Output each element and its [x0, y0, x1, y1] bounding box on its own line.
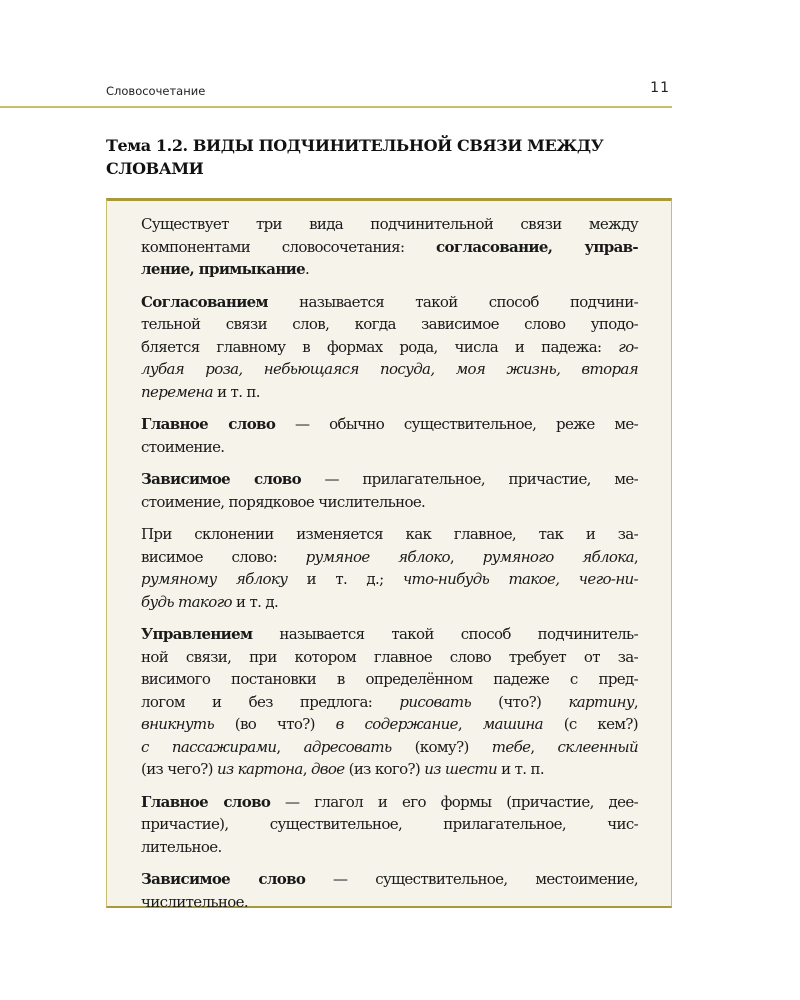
- text-run: и т. д.;: [287, 570, 403, 588]
- text-run: лительное.: [141, 837, 222, 856]
- example-text: румяного яблока: [482, 547, 634, 566]
- text-run: (из чего?): [141, 760, 217, 778]
- text-line: [141, 791, 638, 814]
- text-run: ,: [633, 692, 638, 711]
- bold-term: Зависимое слово: [141, 470, 301, 488]
- text-run: и т. д.: [231, 592, 279, 611]
- text-run: ,: [530, 737, 558, 756]
- example-text: из картона: [217, 760, 303, 778]
- text-line: [141, 336, 638, 359]
- text-line: [141, 213, 638, 236]
- example-text: лубая роза, небьющаяся посуда, моя жизнь, вторая: [141, 360, 638, 378]
- text-run: — глагол и его формы (причастие, дее-: [270, 792, 638, 811]
- text-line: [141, 623, 638, 646]
- example-text: с пассажирами: [141, 737, 277, 756]
- topic-title-line-1: Тема 1.2. ВИДЫ ПОДЧИНИТЕЛЬНОЙ СВЯЗИ МЕЖДУ: [106, 136, 604, 155]
- text-line: [141, 736, 638, 759]
- text-run: числительное.: [141, 892, 248, 911]
- text-line: [141, 313, 638, 336]
- rule-paragraph: [141, 523, 638, 613]
- example-text: вникнуть: [141, 715, 215, 733]
- text-run: стоимение.: [141, 437, 225, 456]
- text-run: (с кем?): [542, 715, 638, 733]
- text-run: ,: [276, 737, 304, 756]
- text-run: — прилагательное, причастие, ме-: [300, 470, 638, 488]
- example-text: машина: [482, 715, 543, 733]
- text-line: [141, 291, 638, 314]
- example-text: тебе: [491, 737, 531, 756]
- text-line: [141, 491, 638, 514]
- text-run: ,: [302, 760, 311, 778]
- text-line: [141, 646, 638, 669]
- text-run: ,: [457, 715, 483, 733]
- text-line: [141, 258, 638, 281]
- text-run: висимого постановки в определённом падеже с пред-: [141, 670, 638, 688]
- rule-paragraph: [141, 868, 638, 913]
- page-number: 11: [650, 80, 670, 96]
- rule-paragraph: [141, 623, 638, 781]
- text-line: [141, 691, 638, 714]
- example-text: адресовать: [303, 737, 392, 756]
- bold-term: Зависимое слово: [141, 870, 306, 888]
- topic-title-line-2: СЛОВАМИ: [106, 159, 204, 178]
- running-title: Словосочетание: [106, 84, 206, 98]
- text-run: (из кого?): [344, 760, 425, 778]
- rule-paragraph: [141, 413, 638, 458]
- text-line: [141, 436, 638, 459]
- text-run: логом и без предлога:: [141, 692, 400, 711]
- text-run: (что?): [470, 692, 569, 711]
- example-text: румяное яблоко: [305, 547, 450, 566]
- text-line: [141, 668, 638, 691]
- text-run: компонентами словосочетания:: [141, 237, 437, 256]
- text-line: [141, 758, 638, 781]
- bold-term: согласование, управ-: [436, 237, 639, 256]
- rule-box: [106, 198, 672, 911]
- text-run: .: [305, 260, 310, 278]
- example-text: румяному яблоку: [141, 570, 288, 588]
- text-run: ,: [449, 547, 483, 566]
- bold-term: Согласованием: [141, 292, 268, 311]
- text-line: [141, 381, 638, 404]
- bold-term: Управлением: [141, 625, 253, 643]
- text-run: ной связи, при котором главное слово требует от за-: [141, 647, 638, 666]
- text-line: [141, 413, 638, 436]
- running-header: [106, 80, 672, 102]
- rule-paragraph: [141, 791, 638, 859]
- text-run: называется такой способ подчини-: [267, 292, 638, 311]
- text-line: [141, 236, 638, 259]
- example-text: двое: [310, 760, 345, 778]
- text-line: [141, 358, 638, 381]
- text-run: (кому?): [391, 737, 492, 756]
- example-text: рисовать: [399, 692, 471, 711]
- text-line: [141, 713, 638, 736]
- text-line: [141, 836, 638, 859]
- text-run: — существительное, местоимение,: [305, 870, 638, 888]
- rule-paragraph: [141, 291, 638, 404]
- text-run: причастие), существительное, прилагательное, чис-: [141, 815, 638, 833]
- example-text: картину: [568, 692, 634, 711]
- text-run: и т. п.: [212, 382, 260, 401]
- bold-term: Главное слово: [141, 792, 271, 811]
- rule-paragraph: [141, 213, 638, 281]
- text-run: бляется главному в формах рода, числа и падежа:: [141, 337, 619, 356]
- text-run: При склонении изменяется как главное, так и за-: [141, 525, 638, 543]
- text-line: [141, 468, 638, 491]
- example-text: перемена: [141, 382, 213, 401]
- text-run: висимое слово:: [141, 547, 306, 566]
- text-run: стоимение, порядковое числительное.: [141, 492, 426, 511]
- text-run: и т. п.: [497, 760, 544, 778]
- example-text: из шести: [424, 760, 498, 778]
- bold-term: Главное слово: [141, 415, 276, 433]
- text-run: тельной связи слов, когда зависимое слово уподо-: [141, 315, 638, 333]
- topic-title: [106, 134, 672, 180]
- text-line: [141, 591, 638, 614]
- text-line: [141, 891, 638, 914]
- example-text: что-нибудь такое, чего-ни-: [402, 570, 638, 588]
- header-rule: [0, 106, 672, 108]
- rule-content: [141, 213, 638, 923]
- example-text: го-: [618, 337, 638, 356]
- rule-paragraph: [141, 468, 638, 513]
- text-line: [141, 546, 638, 569]
- text-line: [141, 868, 638, 891]
- text-run: называется такой способ подчинитель-: [252, 625, 638, 643]
- text-line: [141, 568, 638, 591]
- text-run: (во что?): [214, 715, 336, 733]
- text-run: Существует три вида подчинительной связи между: [141, 215, 638, 233]
- example-text: склеенный: [557, 737, 638, 756]
- text-run: ,: [633, 547, 638, 566]
- text-run: — обычно существительное, реже ме-: [275, 415, 638, 433]
- example-text: будь такого: [141, 592, 232, 611]
- text-line: [141, 813, 638, 836]
- example-text: в содержание: [335, 715, 458, 733]
- text-line: [141, 523, 638, 546]
- bold-term: ление, примыкание: [141, 260, 306, 278]
